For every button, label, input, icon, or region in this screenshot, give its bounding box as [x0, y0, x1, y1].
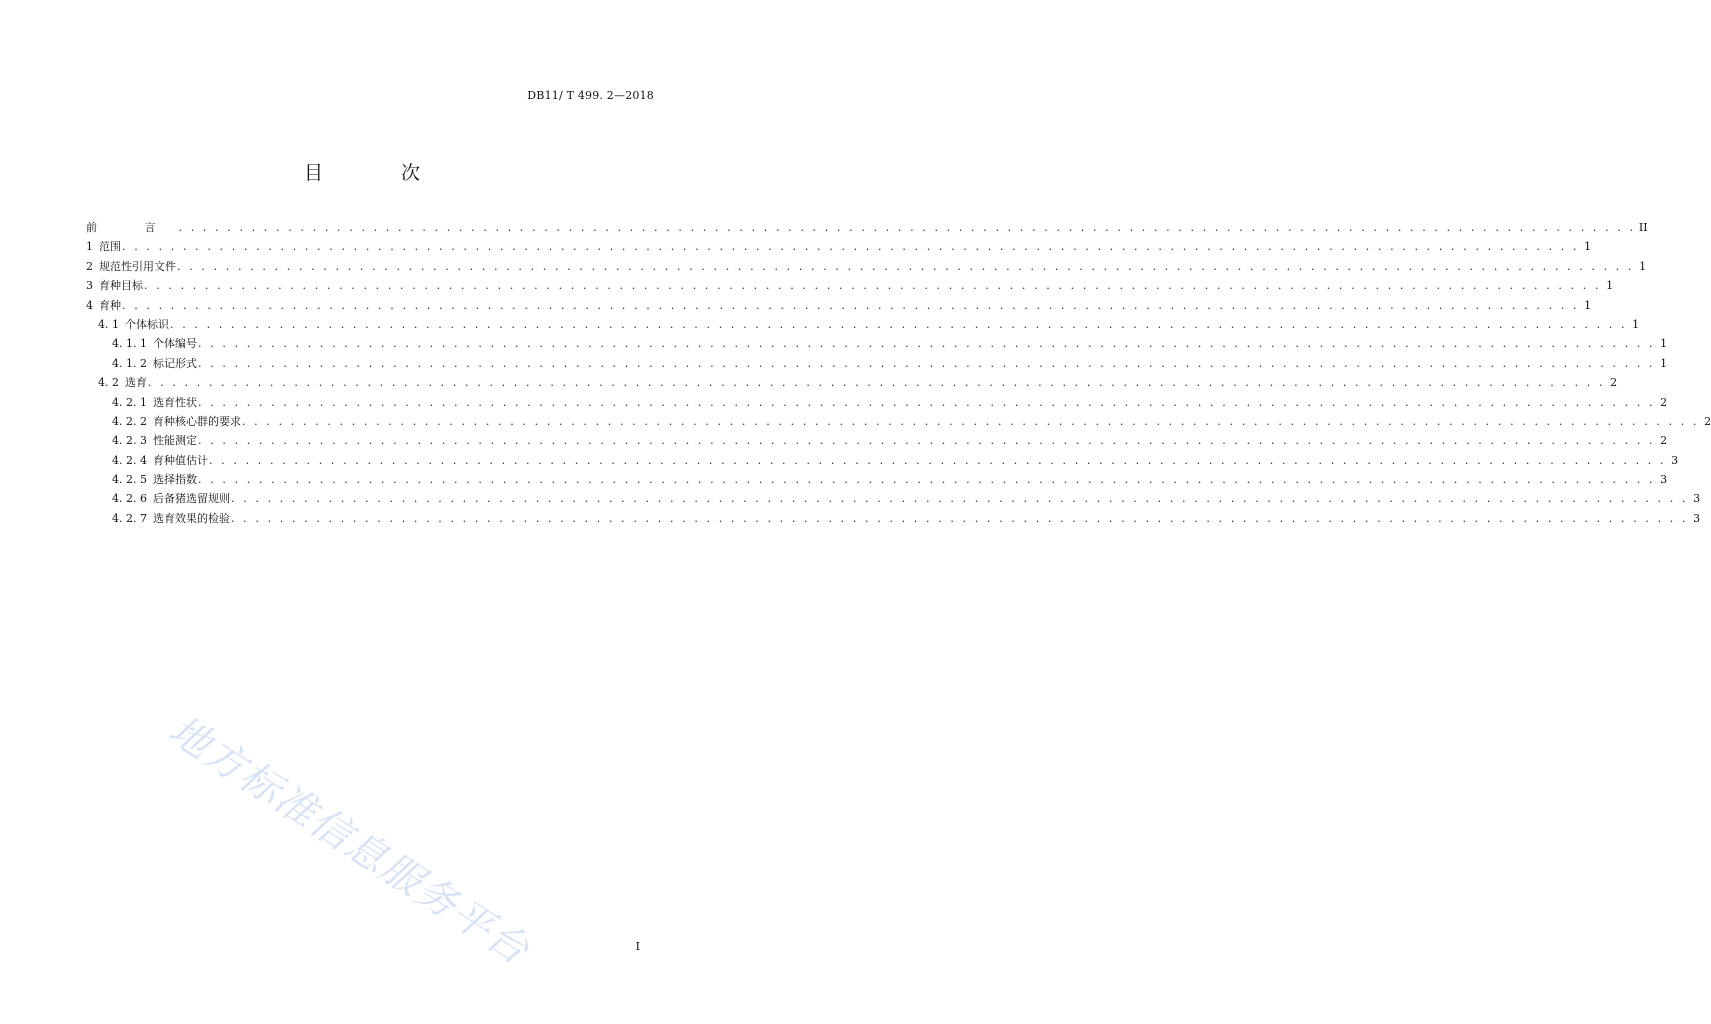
toc-entry-label: [98, 373, 147, 392]
toc-entry-page: 1: [1660, 356, 1668, 370]
toc-entry[interactable]: [86, 334, 1668, 353]
toc-entry-text: 选育性状: [152, 395, 197, 409]
toc-entry-label: [112, 489, 230, 508]
toc-entry-page: 3: [1671, 453, 1679, 467]
toc-entry-text: 选育效果的检验: [152, 511, 230, 525]
toc-entry-page: 1: [1639, 259, 1647, 273]
toc-entry[interactable]: [86, 296, 1592, 315]
toc-leader-dots: . . . . . . . . . . . . . . . . . . . . . . . . . . . . . . . . . . . . . . . . . . . . . . . . . . . . . . . . . . . . . . . . . . . . . . . . . . . . . . . . . . . . . . . . . . . . . . . . . . . . . . . . . . . . . . . . . . . . . . . .: [197, 395, 1656, 409]
toc-entry-text: 育种目标: [99, 279, 143, 293]
document-code: DB11/ T 499. 2—2018: [527, 89, 654, 102]
toc-entry-label: [86, 257, 176, 276]
page-number: I: [635, 940, 640, 953]
toc-entry-page: 2: [1610, 376, 1618, 390]
toc-entry-label: [112, 470, 197, 489]
toc-entry-text: 选育: [125, 376, 147, 390]
toc-entry-number: 4. 2. 7: [112, 511, 147, 525]
toc-entry-number: 4. 2. 4: [112, 453, 147, 467]
table-of-contents: [86, 218, 1711, 528]
toc-entry-label: [112, 451, 208, 470]
toc-entry-text: 育种值估计: [152, 453, 208, 467]
toc-entry-page: 1: [1660, 337, 1668, 351]
toc-entry-number: 4. 1: [98, 317, 119, 331]
toc-entry-label: [86, 296, 121, 315]
toc-entry[interactable]: [86, 470, 1668, 489]
toc-leader-dots: . . . . . . . . . . . . . . . . . . . . . . . . . . . . . . . . . . . . . . . . . . . . . . . . . . . . . . . . . . . . . . . . . . . . . . . . . . . . . . . . . . . . . . . . . . . . . . . . . . . . . . . . . . . . . . . . . . . . . . . .: [230, 511, 1689, 525]
toc-entry-page: 2: [1704, 414, 1711, 428]
toc-leader-dots: . . . . . . . . . . . . . . . . . . . . . . . . . . . . . . . . . . . . . . . . . . . . . . . . . . . . . . . . . . . . . . . . . . . . . . . . . . . . . . . . . . . . . . . . . . . . . . . . . . . . . . . . . . . . . . . . . . . . . . . .: [122, 298, 1580, 312]
toc-entry-label: [112, 509, 230, 528]
toc-entry[interactable]: [86, 412, 1711, 431]
toc-entry-number: 3: [86, 279, 93, 293]
toc-entry-number: 4. 2. 2: [112, 414, 147, 428]
toc-leader-dots: . . . . . . . . . . . . . . . . . . . . . . . . . . . . . . . . . . . . . . . . . . . . . . . . . . . . . . . . . . . . . . . . . . . . . . . . . . . . . . . . . . . . . . . . . . . . . . . . . . . . . . . . . . . . . . . . . . . . . . . .: [241, 414, 1700, 428]
toc-entry[interactable]: [86, 509, 1701, 528]
toc-leader-dots: . . . . . . . . . . . . . . . . . . . . . . . . . . . . . . . . . . . . . . . . . . . . . . . . . . . . . . . . . . . . . . . . . . . . . . . . . . . . . . . . . . . . . . . . . . . . . . . . . . . . . . . . . . . . . . . . . . . . . . . .: [197, 337, 1656, 351]
toc-entry-page: 1: [1606, 279, 1614, 293]
toc-leader-dots: . . . . . . . . . . . . . . . . . . . . . . . . . . . . . . . . . . . . . . . . . . . . . . . . . . . . . . . . . . . . . . . . . . . . . . . . . . . . . . . . . . . . . . . . . . . . . . . . . . . . . . . . . . . . . . . . . . . . . . . .: [148, 376, 1606, 390]
toc-entry-page: 1: [1632, 317, 1640, 331]
toc-entry-number: 4. 2. 1: [112, 395, 147, 409]
toc-entry-text: 个体标识: [125, 317, 169, 331]
toc-entry-page: 2: [1660, 395, 1668, 409]
toc-entry-label: [86, 218, 178, 237]
toc-entry[interactable]: [86, 276, 1614, 295]
toc-entry-text: 育种核心群的要求: [152, 414, 241, 428]
toc-entry[interactable]: [86, 218, 1648, 237]
toc-entry-text: 性能测定: [152, 434, 197, 448]
toc-entry-label: [98, 315, 169, 334]
toc-leader-dots: . . . . . . . . . . . . . . . . . . . . . . . . . . . . . . . . . . . . . . . . . . . . . . . . . . . . . . . . . . . . . . . . . . . . . . . . . . . . . . . . . . . . . . . . . . . . . . . . . . . . . . . . . . . . . . . . . . . . . . . .: [230, 492, 1689, 506]
toc-entry-text: 后备猪选留规则: [152, 492, 230, 506]
toc-entry-number: 4. 1. 1: [112, 337, 147, 351]
toc-entry-number: 1: [86, 240, 93, 254]
toc-entry-label: [112, 354, 197, 373]
toc-entry-page: 3: [1693, 511, 1701, 525]
toc-leader-dots: . . . . . . . . . . . . . . . . . . . . . . . . . . . . . . . . . . . . . . . . . . . . . . . . . . . . . . . . . . . . . . . . . . . . . . . . . . . . . . . . . . . . . . . . . . . . . . . . . . . . . . . . . . . . . . . . . . . . . . . .: [177, 259, 1635, 273]
toc-entry-number: 2: [86, 259, 93, 273]
toc-entry[interactable]: [86, 431, 1668, 450]
toc-entry-text: 前 言: [86, 221, 178, 234]
toc-entry[interactable]: [86, 315, 1640, 334]
toc-entry-label: [112, 393, 197, 412]
toc-entry-label: [86, 276, 143, 295]
toc-entry[interactable]: [86, 257, 1647, 276]
toc-entry-text: 育种: [99, 298, 121, 312]
toc-entry-label: [112, 334, 197, 353]
toc-entry[interactable]: [86, 237, 1592, 256]
toc-entry-page: 2: [1660, 434, 1668, 448]
toc-entry-page: II: [1638, 221, 1648, 234]
toc-leader-dots: . . . . . . . . . . . . . . . . . . . . . . . . . . . . . . . . . . . . . . . . . . . . . . . . . . . . . . . . . . . . . . . . . . . . . . . . . . . . . . . . . . . . . . . . . . . . . . . . . . . . . . . . . . . . . . . . . . . . . . . .: [197, 473, 1656, 487]
toc-entry[interactable]: [86, 489, 1701, 508]
toc-entry-label: [112, 431, 197, 450]
toc-entry-number: 4. 2. 3: [112, 434, 147, 448]
toc-leader-dots: . . . . . . . . . . . . . . . . . . . . . . . . . . . . . . . . . . . . . . . . . . . . . . . . . . . . . . . . . . . . . . . . . . . . . . . . . . . . . . . . . . . . . . . . . . . . . . . . . . . . . . . . . . . . . . . . . . . . . . . .: [122, 240, 1580, 254]
toc-entry-page: 3: [1693, 492, 1701, 506]
toc-leader-dots: . . . . . . . . . . . . . . . . . . . . . . . . . . . . . . . . . . . . . . . . . . . . . . . . . . . . . . . . . . . . . . . . . . . . . . . . . . . . . . . . . . . . . . . . . . . . . . . . . . . . . . . . . . . . . . . . . . . . . . . .: [197, 434, 1656, 448]
toc-entry-text: 选择指数: [152, 473, 197, 487]
toc-entry-page: 3: [1660, 473, 1668, 487]
toc-entry[interactable]: [86, 354, 1668, 373]
toc-entry-text: 范围: [99, 240, 121, 254]
toc-entry-text: 规范性引用文件: [99, 259, 176, 273]
toc-leader-dots: . . . . . . . . . . . . . . . . . . . . . . . . . . . . . . . . . . . . . . . . . . . . . . . . . . . . . . . . . . . . . . . . . . . . . . . . . . . . . . . . . . . . . . . . . . . . . . . . . . . . . . . . . . . . . . . . . . . . . . . .: [178, 221, 1636, 234]
toc-entry[interactable]: [86, 393, 1668, 412]
toc-entry-page: 1: [1584, 298, 1592, 312]
toc-entry-number: 4: [86, 298, 93, 312]
toc-entry-number: 4. 2. 5: [112, 473, 147, 487]
toc-entry-number: 4. 2. 6: [112, 492, 147, 506]
toc-entry-text: 个体编号: [152, 337, 197, 351]
toc-entry-label: [86, 237, 121, 256]
toc-entry-text: 标记形式: [152, 356, 197, 370]
toc-leader-dots: . . . . . . . . . . . . . . . . . . . . . . . . . . . . . . . . . . . . . . . . . . . . . . . . . . . . . . . . . . . . . . . . . . . . . . . . . . . . . . . . . . . . . . . . . . . . . . . . . . . . . . . . . . . . . . . . . . . . . . . .: [197, 356, 1656, 370]
toc-title: 目 次: [303, 162, 457, 184]
watermark: 地方标准信息服务平台: [160, 707, 538, 975]
toc-entry-number: 4. 1. 2: [112, 356, 147, 370]
toc-leader-dots: . . . . . . . . . . . . . . . . . . . . . . . . . . . . . . . . . . . . . . . . . . . . . . . . . . . . . . . . . . . . . . . . . . . . . . . . . . . . . . . . . . . . . . . . . . . . . . . . . . . . . . . . . . . . . . . . . . . . . . . .: [208, 453, 1667, 467]
toc-entry-page: 1: [1584, 240, 1592, 254]
toc-entry-number: 4. 2: [98, 376, 119, 390]
toc-entry[interactable]: [86, 373, 1618, 392]
toc-entry[interactable]: [86, 451, 1679, 470]
toc-entry-label: [112, 412, 241, 431]
toc-leader-dots: . . . . . . . . . . . . . . . . . . . . . . . . . . . . . . . . . . . . . . . . . . . . . . . . . . . . . . . . . . . . . . . . . . . . . . . . . . . . . . . . . . . . . . . . . . . . . . . . . . . . . . . . . . . . . . . . . . . . . . . .: [170, 317, 1628, 331]
toc-leader-dots: . . . . . . . . . . . . . . . . . . . . . . . . . . . . . . . . . . . . . . . . . . . . . . . . . . . . . . . . . . . . . . . . . . . . . . . . . . . . . . . . . . . . . . . . . . . . . . . . . . . . . . . . . . . . . . . . . . . . . . . .: [144, 279, 1602, 293]
